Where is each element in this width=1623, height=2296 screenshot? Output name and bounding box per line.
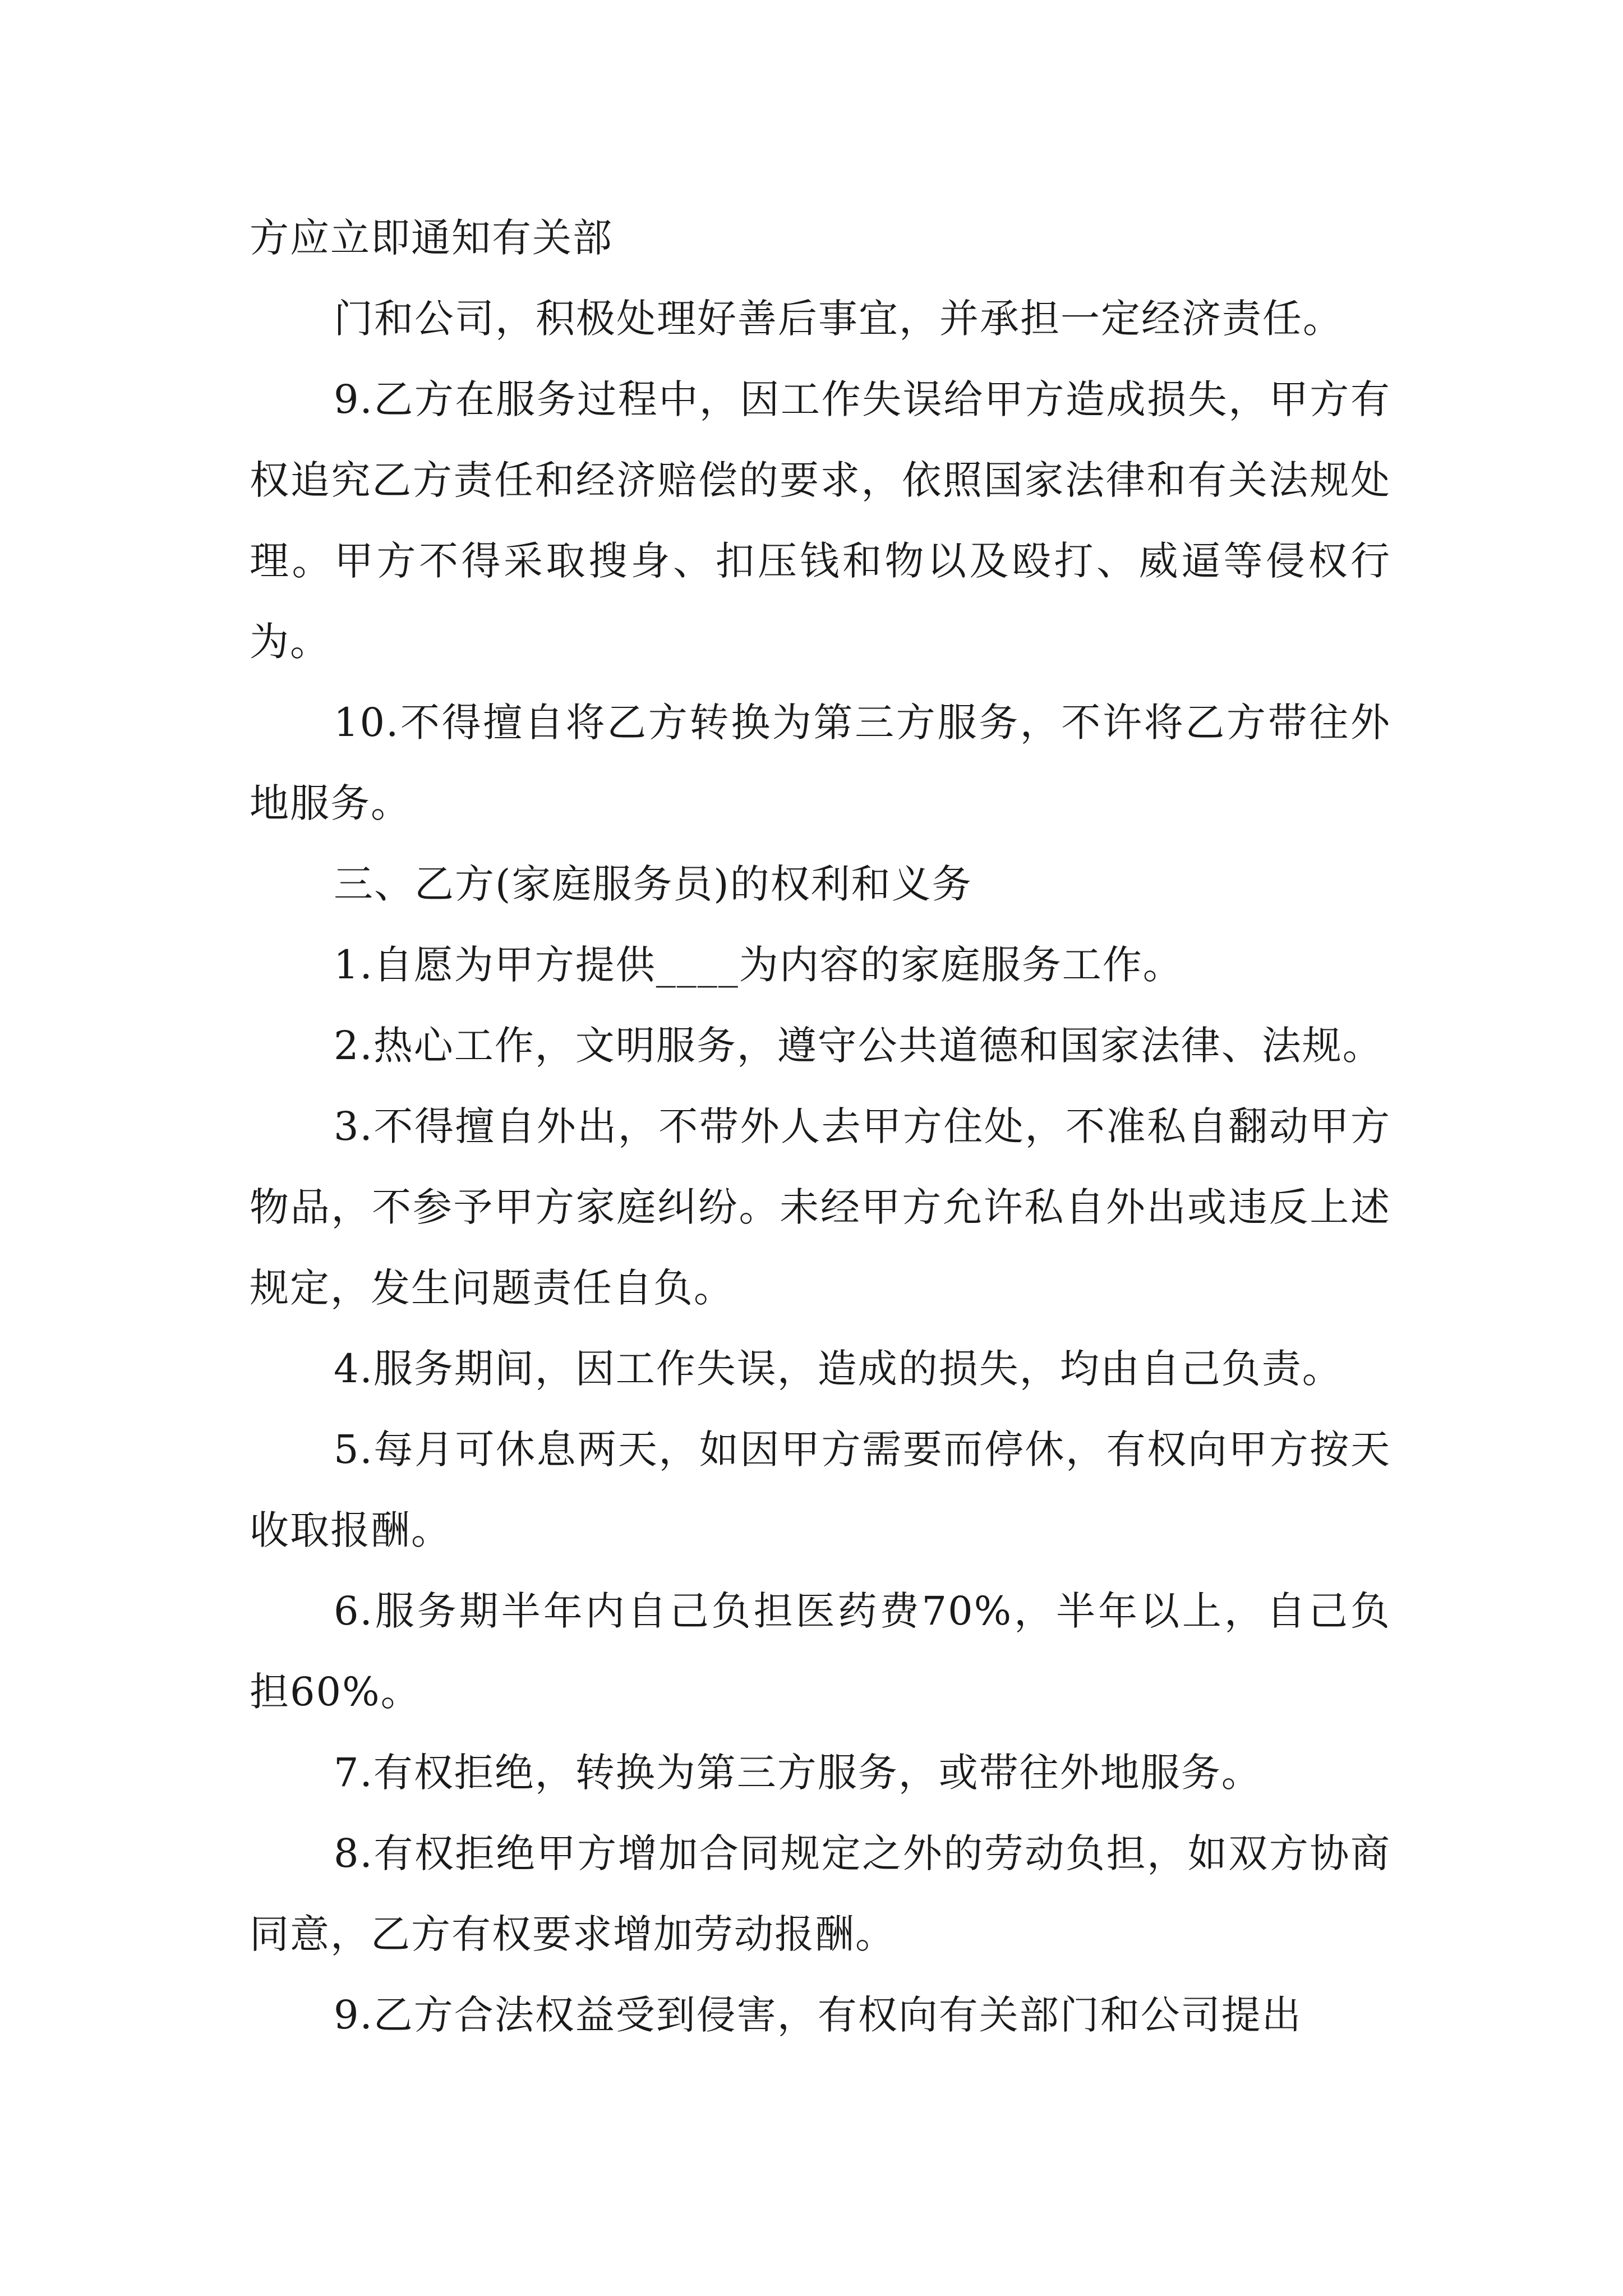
paragraph: 4.服务期间，因工作失误，造成的损失，均由自己负责。: [334, 1346, 1343, 1392]
paragraph: 7.有权拒绝，转换为第三方服务，或带往外地服务。: [334, 1750, 1262, 1796]
paragraph: 6.服务期半年内自己负担医药费70%，半年以上，自己负担60%。: [250, 1588, 1391, 1715]
paragraph: 2.热心工作，文明服务，遵守公共道德和国家法律、法规。: [334, 1023, 1383, 1069]
paragraph: 9.乙方在服务过程中，因工作失误给甲方造成损失，甲方有权追究乙方责任和经济赔偿的要求，依照国家法律和有关法规处理。甲方不得采取搜身、扣压钱和物以及殴打、威逼等侵权行为。: [250, 376, 1391, 665]
section-heading: 三、乙方(家庭服务员)的权利和义务: [334, 861, 972, 907]
paragraph: 3.不得擅自外出，不带外人去甲方住处，不准私自翻动甲方物品，不参予甲方家庭纠纷。未经甲方允许私自外出或违反上述规定，发生问题责任自负。: [250, 1103, 1391, 1311]
paragraph: 1.自愿为甲方提供____为内容的家庭服务工作。: [334, 942, 1183, 988]
paragraph: 方应立即通知有关部: [250, 215, 613, 261]
document-body: [250, 197, 1391, 2055]
paragraph: 门和公司，积极处理好善后事宜，并承担一定经济责任。: [334, 296, 1343, 342]
paragraph: 10.不得擅自将乙方转换为第三方服务，不许将乙方带往外地服务。: [250, 700, 1391, 826]
paragraph: 9.乙方合法权益受到侵害，有权向有关部门和公司提出: [334, 1992, 1302, 2038]
paragraph: 8.有权拒绝甲方增加合同规定之外的劳动负担，如双方协商同意，乙方有权要求增加劳动报酬。: [250, 1830, 1391, 1957]
paragraph: 5.每月可休息两天，如因甲方需要而停休，有权向甲方按天收取报酬。: [250, 1427, 1391, 1553]
